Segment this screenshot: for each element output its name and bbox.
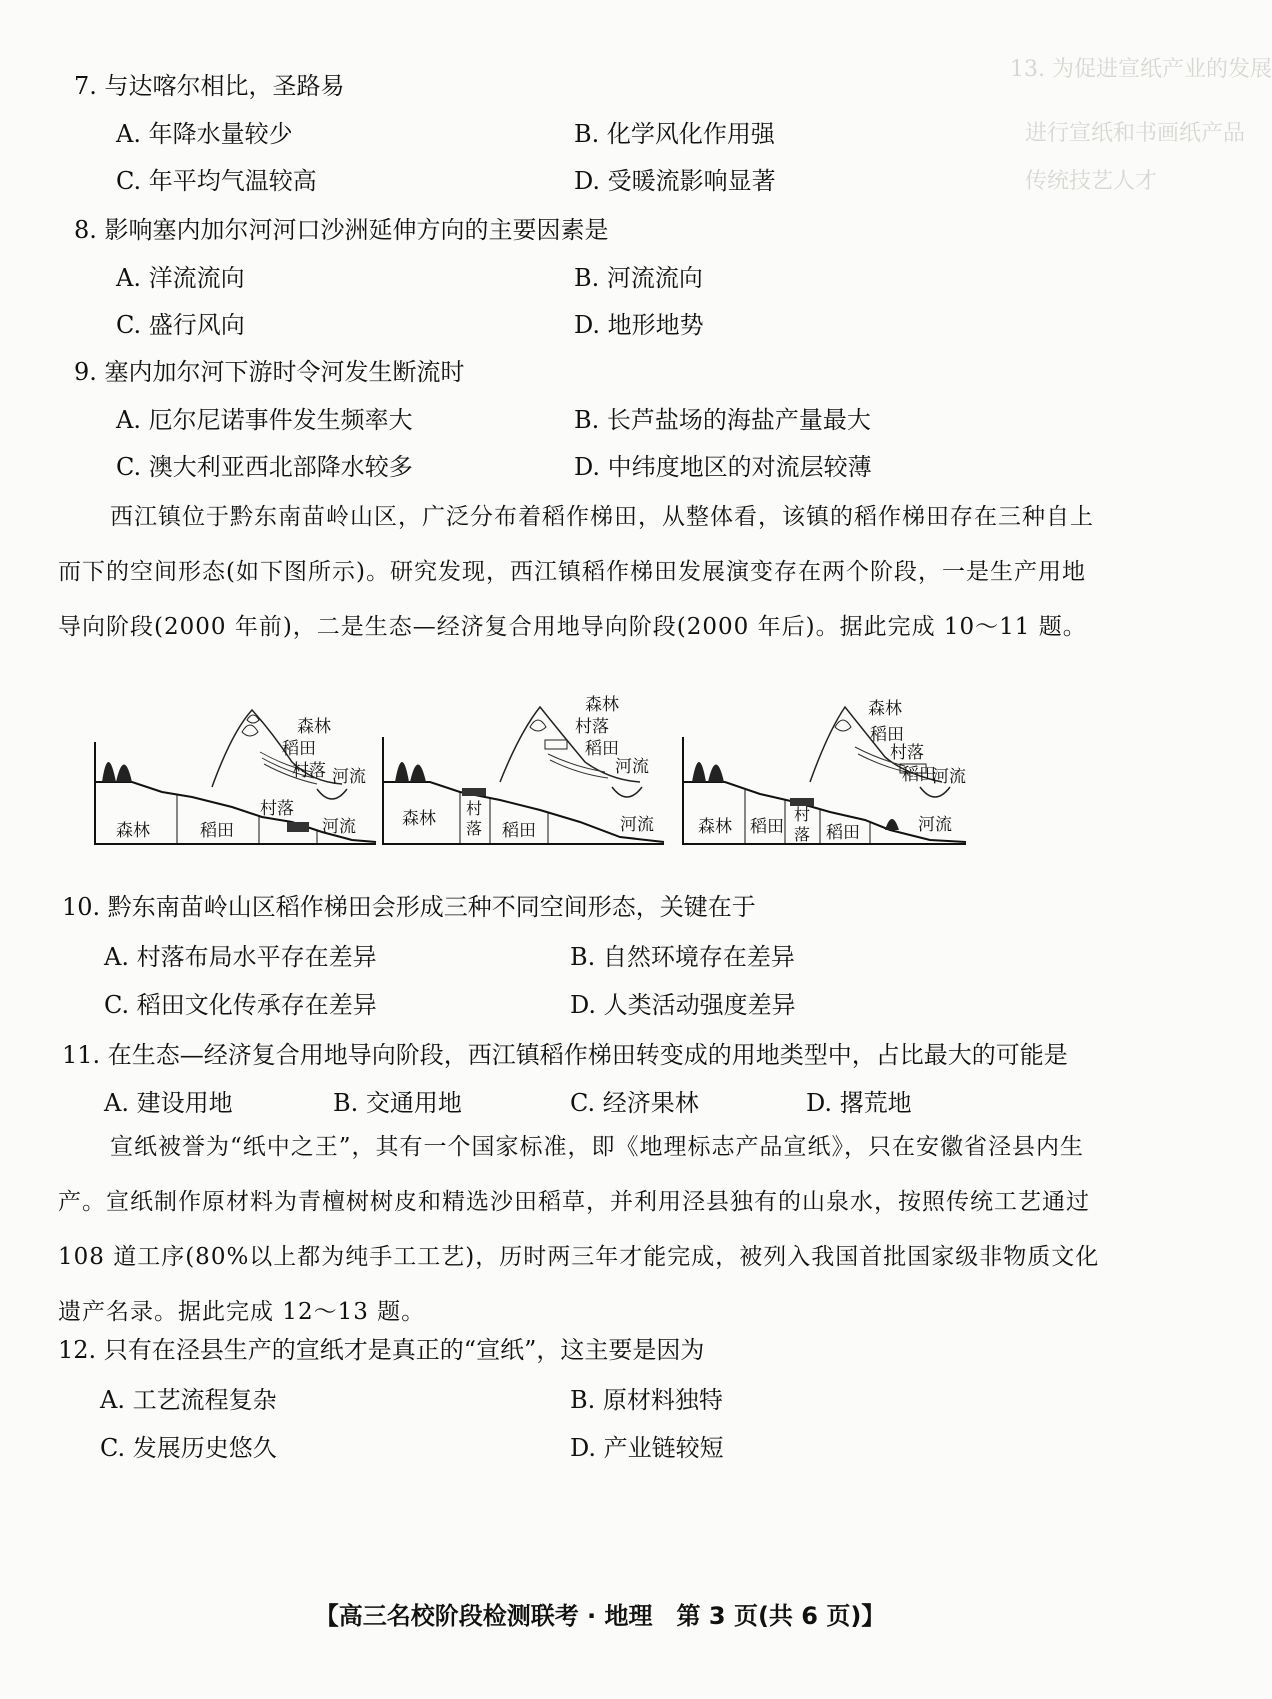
panel-a-diagram [92, 692, 380, 862]
panel-c-rice-upper-label: 稻田 [750, 817, 784, 837]
question-12-option-d[interactable]: D. 产业链较短 [570, 1434, 724, 1462]
panel-b-inset-river: 河流 [615, 757, 649, 777]
question-11-option-b[interactable]: B. 交通用地 [333, 1089, 462, 1117]
question-10-stem: 10. 黔东南苗岭山区稻作梯田会形成三种不同空间形态，关键在于 [62, 893, 756, 921]
panel-b-village-label-1: 村 [466, 799, 483, 818]
panel-a-inset-rice: 稻田 [282, 739, 316, 759]
panel-c-inset-river: 河流 [932, 767, 966, 787]
question-7-stem: 7. 与达喀尔相比，圣路易 [74, 72, 345, 100]
panel-c-inset-rice-lower: 稻田 [902, 765, 936, 785]
question-12-stem: 12. 只有在泾县生产的宣纸才是真正的“宣纸”，这主要是因为 [58, 1336, 705, 1364]
question-11-option-a[interactable]: A. 建设用地 [104, 1089, 233, 1117]
question-9-option-c[interactable]: C. 澳大利亚西北部降水较多 [116, 453, 413, 481]
question-8-option-a[interactable]: A. 洋流流向 [116, 264, 245, 292]
panel-a-inset-village: 村落 [292, 761, 326, 781]
panel-a-forest-label: 森林 [116, 821, 150, 841]
panel-b-rice-label: 稻田 [502, 821, 536, 841]
panel-b-village-label-2: 落 [466, 819, 483, 838]
panel-c-village-label-2: 落 [794, 825, 811, 844]
question-10-option-a[interactable]: A. 村落布局水平存在差异 [104, 943, 377, 971]
panel-c-diagram [680, 692, 970, 862]
panel-b-forest-label: 森林 [402, 809, 436, 829]
panel-b-diagram [380, 692, 668, 862]
panel-c-forest-label: 森林 [698, 817, 732, 837]
question-9-option-d[interactable]: D. 中纬度地区的对流层较薄 [574, 453, 872, 481]
question-9-option-b[interactable]: B. 长芦盐场的海盐产量最大 [574, 406, 871, 434]
panel-b-inset-village: 村落 [575, 717, 609, 737]
panel-b-inset-rice: 稻田 [585, 739, 619, 759]
question-9-option-a[interactable]: A. 厄尔尼诺事件发生频率大 [116, 406, 413, 434]
page-footer: 【高三名校阶段检测联考 · 地理 第 3 页(共 6 页)】 [314, 1602, 886, 1630]
bleed-through-line: 进行宣纸和书画纸产品 [1025, 121, 1246, 146]
question-8-option-d[interactable]: D. 地形地势 [574, 311, 704, 339]
question-12-option-b[interactable]: B. 原材料独特 [570, 1386, 723, 1414]
panel-a-rice-label: 稻田 [200, 821, 234, 841]
question-11-option-c[interactable]: C. 经济果林 [570, 1089, 699, 1117]
question-8-stem: 8. 影响塞内加尔河河口沙洲延伸方向的主要因素是 [74, 216, 609, 244]
panel-a-inset-river: 河流 [332, 767, 366, 787]
question-12-option-c[interactable]: C. 发展历史悠久 [100, 1434, 277, 1462]
question-7-option-c[interactable]: C. 年平均气温较高 [116, 167, 317, 195]
panel-a-village-label: 村落 [260, 799, 294, 819]
question-10-option-c[interactable]: C. 稻田文化传承存在差异 [104, 991, 377, 1019]
panel-c-inset-rice-upper: 稻田 [870, 725, 904, 745]
passage-xijiang: 西江镇位于黔东南苗岭山区，广泛分布着稻作梯田，从整体看，该镇的稻作梯田存在三种自上而下的空间形态(如下图所示)。研究发现，西江镇稻作梯田发展演变存在两个阶段，一是生产用地导向阶段(2000 年前)，二是生态—经济复合用地导向阶段(2000 年后)。据此完成 10～11 题。 [58, 504, 1094, 640]
bleed-through-line: 13. 为促进宣纸产业的发展 [1010, 57, 1272, 82]
question-10-option-b[interactable]: B. 自然环境存在差异 [570, 943, 795, 971]
panel-c-inset-village: 村落 [890, 743, 924, 763]
panel-b-inset-forest: 森林 [585, 695, 619, 715]
panel-c-inset-forest: 森林 [868, 699, 902, 719]
question-7-option-b[interactable]: B. 化学风化作用强 [574, 120, 775, 148]
panel-a-river-label: 河流 [322, 817, 356, 837]
question-7-option-d[interactable]: D. 受暖流影响显著 [574, 167, 776, 195]
question-8-option-b[interactable]: B. 河流流向 [574, 264, 703, 292]
bleed-through-line: 传统技艺人才 [1025, 169, 1158, 194]
question-11-option-d[interactable]: D. 撂荒地 [806, 1089, 912, 1117]
panel-c-rice-lower-label: 稻田 [826, 823, 860, 843]
question-12-option-a[interactable]: A. 工艺流程复杂 [100, 1386, 277, 1414]
panel-c-river-label: 河流 [918, 815, 952, 835]
question-9-stem: 9. 塞内加尔河下游时令河发生断流时 [74, 358, 465, 386]
question-10-option-d[interactable]: D. 人类活动强度差异 [570, 991, 796, 1019]
question-8-option-c[interactable]: C. 盛行风向 [116, 311, 245, 339]
panel-c-village-label-1: 村 [794, 805, 811, 824]
panel-b-river-label: 河流 [620, 815, 654, 835]
question-7-option-a[interactable]: A. 年降水量较少 [116, 120, 293, 148]
passage-xuan-paper: 宣纸被誉为“纸中之王”，其有一个国家标准，即《地理标志产品宣纸》，只在安徽省泾县内生产。宣纸制作原材料为青檀树树皮和精选沙田稻草，并利用泾县独有的山泉水，按照传统工艺通过 108 道工序(80%以上都为纯手工工艺)，历时两三年才能完成，被列入我国首批国家级非物质文化遗产名录。据此完成 12～13 题。 [58, 1134, 1100, 1325]
question-11-stem: 11. 在生态—经济复合用地导向阶段，西江镇稻作梯田转变成的用地类型中，占比最大的可能是 [62, 1041, 1068, 1069]
panel-a-inset-forest: 森林 [297, 717, 331, 737]
